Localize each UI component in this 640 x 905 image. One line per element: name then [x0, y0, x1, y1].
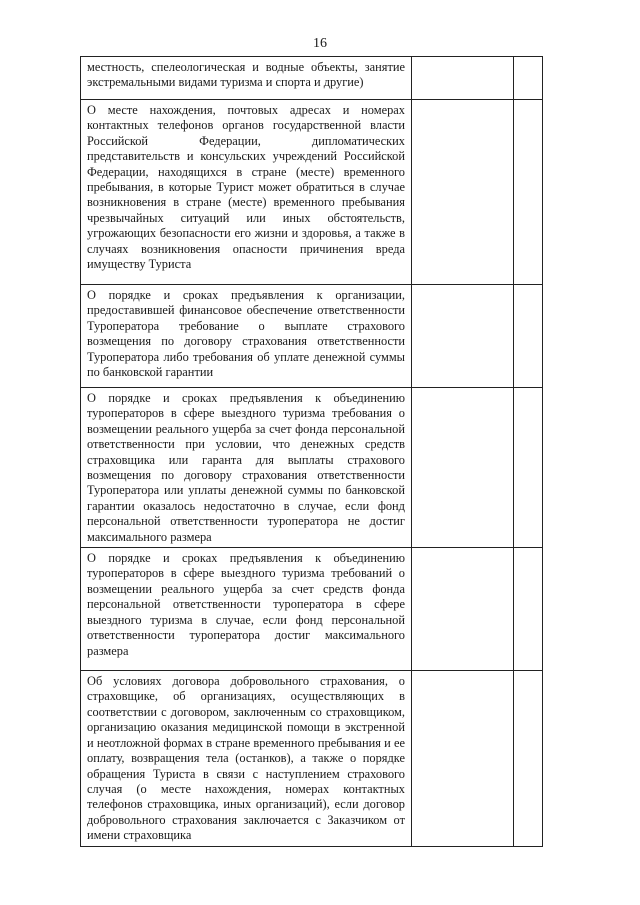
empty-cell: [412, 100, 514, 285]
empty-cell: [514, 388, 543, 548]
empty-cell: [514, 57, 543, 100]
empty-cell: [412, 388, 514, 548]
empty-cell: [412, 285, 514, 388]
information-table: [80, 56, 543, 847]
row-text-cell: О порядке и сроках предъявления к объединению туроператоров в сфере выездного туризма требований о возмещении реального ущерба за счет средств фонда персональной ответственности туроператора в сфере выездного туризма в случае, если фонд персональной ответственности туроператора достиг максимального размера: [81, 548, 412, 671]
empty-cell: [514, 548, 543, 671]
empty-cell: [412, 57, 514, 100]
table-row: [81, 388, 543, 548]
empty-cell: [514, 100, 543, 285]
table-row: [81, 100, 543, 285]
page-number: 16: [313, 36, 327, 51]
table-row: [81, 57, 543, 100]
row-text-cell: местность, спелеологическая и водные объекты, занятие экстремальными видами туризма и спорта и другие): [81, 57, 412, 100]
empty-cell: [514, 671, 543, 846]
empty-cell: [412, 671, 514, 846]
table-row: [81, 671, 543, 846]
row-text-cell: Об условиях договора добровольного страхования, о страховщике, об организациях, осуществляющих в соответствии с договором, заключенным со страховщиком, организацию оказания медицинской помощи в экстренной и неотложной формах в стране временного пребывания и ее оплату, возвращения тела (останков), а также о порядке обращения Туриста в связи с наступлением страхового случая (о месте нахождения, номерах контактных телефонов страховщика, иных организаций), если договор добровольного страхования заключается с Заказчиком от имени страховщика: [81, 671, 412, 846]
row-text-cell: О порядке и сроках предъявления к организации, предоставившей финансовое обеспечение ответственности Туроператора требование о выплате страхового возмещения по договору страхования ответственности Туроператора либо требования об уплате денежной суммы по банковской гарантии: [81, 285, 412, 388]
row-text-cell: О порядке и сроках предъявления к объединению туроператоров в сфере выездного туризма требования о возмещении реального ущерба за счет фонда персональной ответственности при условии, что денежных средств страховщика или гаранта для выплаты страхового возмещения по договору страхования ответственности Туроператора или уплаты денежной суммы по банковской гарантии оказалось недостаточно в случае, если фонд персональной ответственности туроператора не достиг максимального размера: [81, 388, 412, 548]
row-text-cell: О месте нахождения, почтовых адресах и номерах контактных телефонов органов государственной власти Российской Федерации, дипломатических представительств и консульских учреждений Российской Федерации, находящихся в стране (месте) временного пребывания, в которые Турист может обратиться в случае возникновения в стране (месте) временного пребывания чрезвычайных ситуаций или иных обстоятельств, угрожающих безопасности его жизни и здоровья, а также в случаях возникновения опасности причинения вреда имуществу Туриста: [81, 100, 412, 285]
table-row: [81, 548, 543, 671]
empty-cell: [412, 548, 514, 671]
table-row: [81, 285, 543, 388]
empty-cell: [514, 285, 543, 388]
